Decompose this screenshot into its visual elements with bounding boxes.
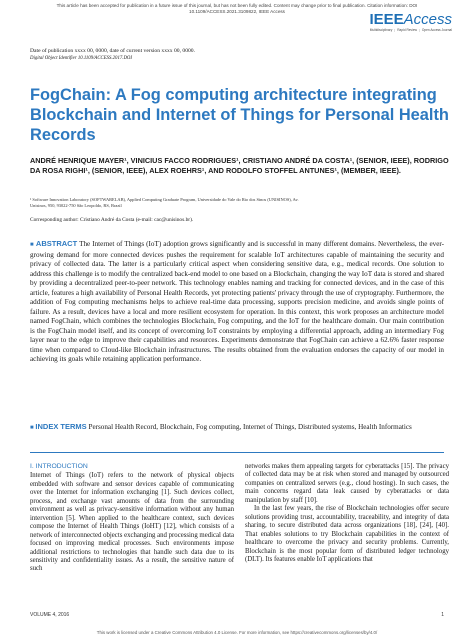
intro-paragraph-2: In the last few years, the rise of Blockchain technologies offer secure solutions providing trust, accountability, traceability, and integrity of data sharing, to secure distributed data across organizations [18], [24], [40]. That enables solutions to try Blockchain capabilities in the context of healthcare to overcome the privacy and security problems. Currently, Blockchain is the most popular form of distributed ledger technology (DLT). Its features enable IoT applications that: [245, 505, 449, 563]
doi-identifier: Digital Object Identifier 10.1109/ACCESS.2017.DOI: [30, 56, 132, 61]
logo-access-text: Access: [403, 11, 452, 28]
index-terms-label: INDEX TERMS: [35, 422, 87, 431]
affiliation: [30, 197, 430, 208]
volume-label: VOLUME 4, 2016: [30, 612, 70, 618]
journal-logo: [342, 12, 452, 32]
intro-paragraph-1: Internet of Things (IoT) refers to the network of physical objects embedded with software and sensor devices capable of communicating over the Internet for information exchanging [1]. Such devices collect, process, and exchange vast amounts of data from the surrounding environment as well as privacy-sensitive information without any human intervention [5]. When applied to the healthcare context, such devices compose the Internet of Health Things (IoHT) [12], which consists of a network of interconnected objects exchanging and processing medical data focused on improving medical processes. Such environments impose additional restrictions to technologies that handle such data due to its sensitivity and confidentiality issues. As a result, the sensitive nature of such: [30, 472, 234, 573]
triangle-marker-icon: ■: [30, 425, 34, 431]
logo-tagline: Multidisciplinary ⋮ Rapid Review ⋮ Open Access Journal: [369, 28, 452, 32]
left-column: [30, 463, 234, 574]
publication-notice-line-1: This article has been accepted for publication in a future issue of this journal, but has not been fully edited. Content may change prior to final publication. Citation information: DOI: [56, 3, 418, 8]
corresponding-author: Corresponding author: Cristiano André da Costa (e-mail: cac@unisinos.br).: [30, 217, 194, 223]
abstract-text: The Internet of Things (IoT) adoption grows significantly and is successful in many different domains. Nevertheless, the ever-growing demand for more connected devices pushes the requirement for scalable IoT architectures capable of maintaining the security and privacy of collected data. The latter is a particularly critical aspect when considering sensitive data, e.g., medical records. One solution to address this challenge is to modify the centralized back-end model to one based on a Blockchain, changing the way IoT data is stored and shared by providing a decentralized peer-to-peer network. This technology enables naming and tracking for connected devices, and in the case of this article, features a high availability of Personal Health Records, yet protecting patients' privacy through the use of cryptography. Furthermore, the addition of Fog computing mechanisms helps to achieve real-time data processing, supports precision medicine, and avoids single points of failure. As a result, devices have a local and more resilient ecosystem for operation. In this context, this work proposes an architecture model named FogChain, which combines the technologies Blockchain, Fog computing, and the IoT for the healthcare domain. Our main contribution is the FogChain model itself, and its concept of overcoming IoT constraints by employing a differential approach, adding an intermediary Fog layer near to the edge to improve their capabilities and resources. Experiments demonstrate that FogChain can achieve a 62.6% faster response time when compared to Cloud-like Blockchain infrastructures. The results obtained from the evaluation endorses the capacity of our model in achieving its goals while retaining application performance.: [30, 240, 444, 363]
license-notice: This work is licensed under a Creative Commons Attribution 4.0 License. For more information, see https://creativecommons.org/licenses/by/4.0/: [96, 630, 378, 635]
page-number: 1: [441, 612, 444, 618]
paper-title: FogChain: A Fog computing architecture integrating Blockchain and Internet of Things for Personal Health Records: [30, 86, 449, 144]
triangle-marker-icon: ■: [30, 242, 34, 248]
affiliation-line-1: ¹ Software Innovation Laboratory (SOFTWARELAB), Applied Computing Graduate Program, Universidade do Vale do Rio dos Sinos (UNISINOS), Av.: [30, 197, 299, 202]
section-divider: [30, 452, 444, 453]
abstract-label: ABSTRACT: [35, 239, 78, 248]
intro-paragraph-continued: networks makes them appealing targets for cyberattacks [15]. The privacy of collected data may be at risk when stored and managed by outsourced companies on centralized servers (e.g., cloud hosting). In such cases, the main concerns regard data leak caused by cyberattacks or data manipulation by staff [10].: [245, 463, 449, 504]
publication-date: Date of publication xxxx 00, 0000, date of current version xxxx 00, 0000.: [30, 48, 195, 54]
publication-meta: [30, 47, 195, 63]
introduction-heading: I. INTRODUCTION: [30, 463, 88, 470]
index-terms-section: [30, 422, 444, 434]
author-list: ANDRÉ HENRIQUE MAYER¹, VINICIUS FACCO RODRIGUES¹, CRISTIANO ANDRÉ DA COSTA¹, (SENIOR, IEEE), RODRIGO DA ROSA RIGHI¹, (SENIOR, IEEE), ALEX ROEHRS¹, AND RODOLFO STOFFEL ANTUNES¹, (MEMBER, IEEE).: [30, 156, 449, 176]
affiliation-line-2: Unisinos, 950, 93022-750 São Leopoldo, RS, Brazil: [30, 202, 122, 208]
logo-ieee-text: IEEE: [369, 11, 404, 28]
publication-notice-line-2: 10.1109/ACCESS.2021.3109822, IEEE Access: [189, 8, 285, 14]
abstract-section: [30, 239, 444, 365]
index-terms-text: Personal Health Record, Blockchain, Fog computing, Internet of Things, Distributed systems, Health Informatics: [88, 423, 412, 431]
right-column: [245, 463, 449, 564]
